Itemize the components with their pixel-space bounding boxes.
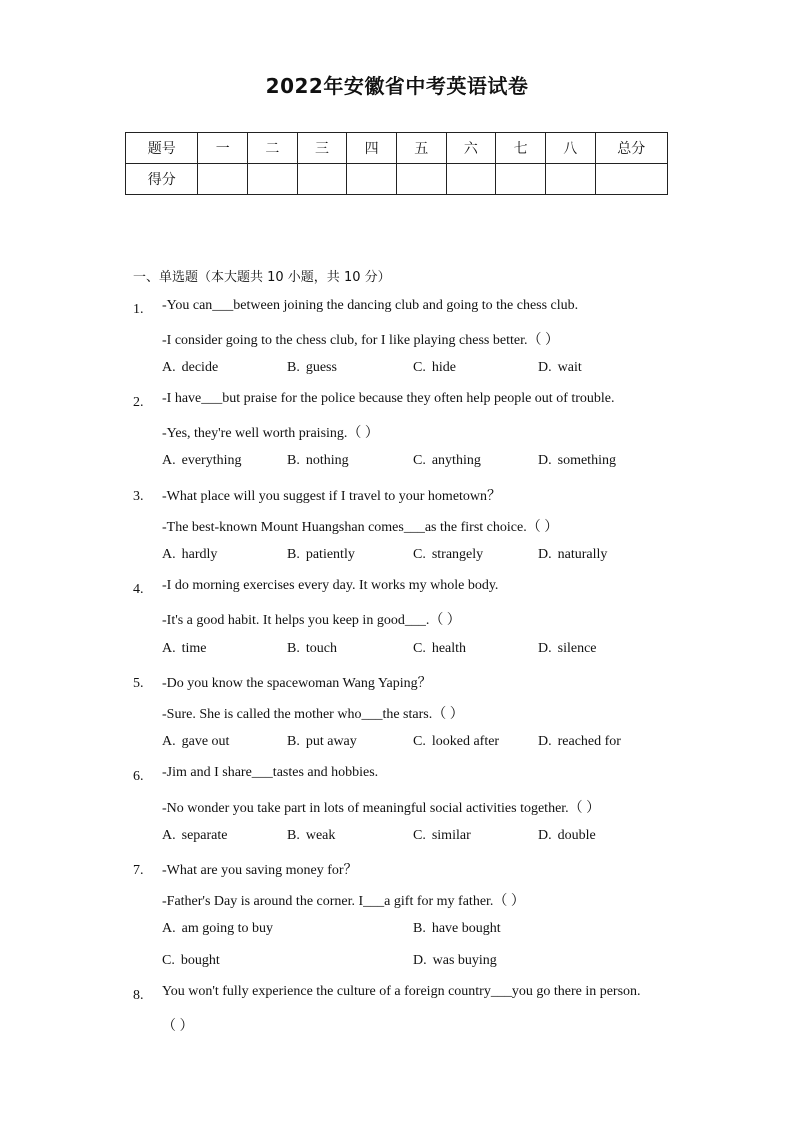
option-c[interactable]: C. anything	[413, 453, 481, 468]
question-line: -Do you know the spacewoman Wang Yaping？	[162, 676, 432, 691]
section-heading: 一、单选题（本大题共 10 小题，共 10 分）	[133, 270, 391, 285]
option-b[interactable]: B. weak	[287, 828, 336, 843]
option-c[interactable]: C. strangely	[413, 547, 484, 562]
option-d[interactable]: D. double	[538, 828, 596, 843]
score-cell	[595, 164, 667, 195]
score-row-label: 得分	[126, 164, 198, 195]
question-number: 6.	[133, 769, 144, 784]
question-line: -I consider going to the chess club, for I like playing chess better.（ ）	[162, 333, 559, 348]
score-cell	[198, 164, 248, 195]
option-c[interactable]: C. health	[413, 641, 467, 656]
question-line: -It's a good habit. It helps you keep in good___.（ ）	[162, 613, 461, 628]
question-number: 7.	[133, 863, 144, 878]
exam-title: 2022年安徽省中考英语试卷	[265, 74, 529, 98]
header-cell: 八	[545, 133, 595, 164]
question-number: 1.	[133, 302, 144, 317]
option-a[interactable]: A. everything	[162, 453, 242, 468]
score-cell	[545, 164, 595, 195]
score-table-header-row	[126, 133, 668, 164]
header-cell: 一	[198, 133, 248, 164]
option-c[interactable]: C. similar	[413, 828, 471, 843]
question-line: -Sure. She is called the mother who___the stars.（ ）	[162, 707, 464, 722]
question-number: 2.	[133, 395, 144, 410]
score-table	[125, 132, 668, 195]
option-a[interactable]: A. time	[162, 641, 207, 656]
score-cell	[347, 164, 397, 195]
option-b[interactable]: B. guess	[287, 360, 337, 375]
question-number: 5.	[133, 676, 144, 691]
option-a[interactable]: A. gave out	[162, 734, 230, 749]
option-a[interactable]: A. separate	[162, 828, 228, 843]
question-line: -No wonder you take part in lots of meaningful social activities together.（ ）	[162, 801, 601, 816]
question-line: You won't fully experience the culture of a foreign country___you go there in person.	[162, 984, 641, 999]
question-number: 4.	[133, 582, 144, 597]
option-c[interactable]: C. bought	[162, 953, 220, 968]
header-cell: 七	[496, 133, 546, 164]
option-b[interactable]: B. put away	[287, 734, 357, 749]
score-cell	[446, 164, 496, 195]
option-d[interactable]: D. something	[538, 453, 616, 468]
option-d[interactable]: D. reached for	[538, 734, 621, 749]
option-d[interactable]: D. wait	[538, 360, 582, 375]
header-cell: 五	[396, 133, 446, 164]
option-b[interactable]: B. nothing	[287, 453, 349, 468]
score-table-score-row	[126, 164, 668, 195]
header-cell: 四	[347, 133, 397, 164]
question-line: -I have___but praise for the police because they often help people out of trouble.	[162, 391, 615, 406]
question-line: -Jim and I share___tastes and hobbies.	[162, 765, 379, 780]
option-c[interactable]: C. looked after	[413, 734, 500, 749]
score-cell	[496, 164, 546, 195]
question-line: -The best-known Mount Huangshan comes___as the first choice.（ ）	[162, 520, 559, 535]
option-a[interactable]: A. decide	[162, 360, 219, 375]
question-line: （ ）	[162, 1019, 194, 1034]
question-line: -I do morning exercises every day. It works my whole body.	[162, 578, 499, 593]
header-cell: 六	[446, 133, 496, 164]
option-b[interactable]: B. touch	[287, 641, 337, 656]
header-cell: 题号	[126, 133, 198, 164]
option-d[interactable]: D. silence	[538, 641, 597, 656]
header-cell: 总分	[595, 133, 667, 164]
option-c[interactable]: C. hide	[413, 360, 456, 375]
option-d[interactable]: D. naturally	[538, 547, 608, 562]
option-a[interactable]: A. am going to buy	[162, 921, 274, 936]
option-a[interactable]: A. hardly	[162, 547, 218, 562]
question-number: 3.	[133, 489, 144, 504]
score-cell	[248, 164, 298, 195]
header-cell: 二	[248, 133, 298, 164]
question-line: -What are you saving money for？	[162, 863, 358, 878]
option-b[interactable]: B. have bought	[413, 921, 501, 936]
option-b[interactable]: B. patiently	[287, 547, 355, 562]
score-cell	[297, 164, 347, 195]
question-number: 8.	[133, 988, 144, 1003]
header-cell: 三	[297, 133, 347, 164]
question-line: -What place will you suggest if I travel to your hometown？	[162, 489, 502, 504]
question-line: -You can___between joining the dancing club and going to the chess club.	[162, 298, 579, 313]
option-d[interactable]: D. was buying	[413, 953, 497, 968]
question-line: -Father's Day is around the corner. I___a gift for my father.（ ）	[162, 894, 525, 909]
score-cell	[396, 164, 446, 195]
question-line: -Yes, they're well worth praising.（ ）	[162, 426, 379, 441]
